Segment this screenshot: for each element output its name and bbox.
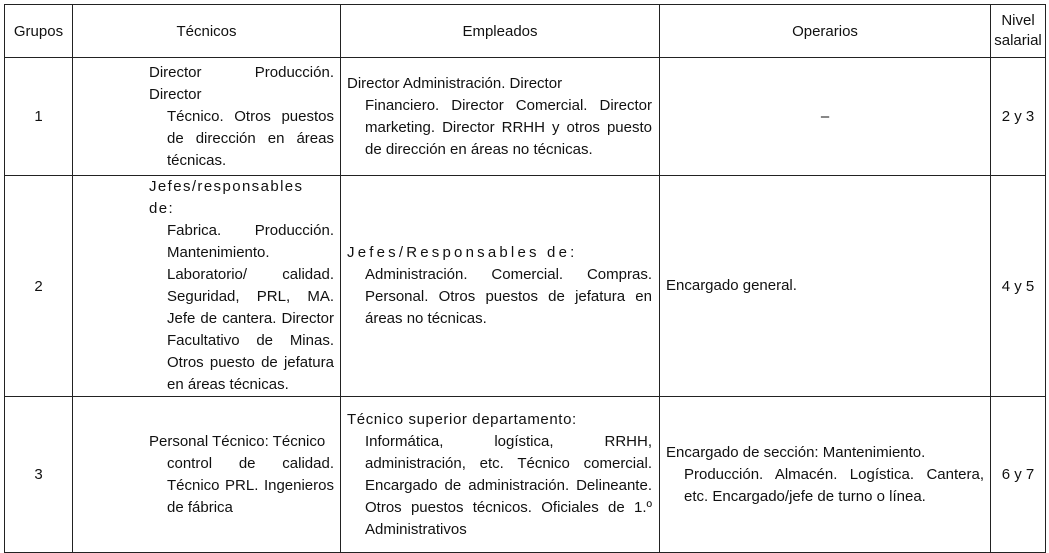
operarios-cell: – <box>660 58 991 176</box>
tecnicos-text: Técnico. Otros puestos de dirección en áreas técnicas. <box>167 107 334 169</box>
header-tecnicos: Técnicos <box>73 5 341 58</box>
empleados-first-line: Jefes/Responsables de: <box>347 244 578 261</box>
empleados-cell <box>341 176 660 397</box>
tecnicos-first-line: Director Producción. Director <box>149 63 334 103</box>
empleados-text: Informática, logística, RRHH, administración, etc. Técnico comercial. Encargado de administración. Delineante. Otros puestos técnicos. Oficiales de 1.º Administrativos <box>365 432 652 538</box>
table-row <box>5 58 1046 176</box>
header-nivel-line1: Nivel <box>1001 12 1035 29</box>
salary-level: 4 y 5 <box>991 176 1046 397</box>
empleados-text: Administración. Comercial. Compras. Personal. Otros puestos de jefatura en áreas no técnicas. <box>365 266 652 327</box>
operarios-text: Producción. Almacén. Logística. Cantera, etc. Encargado/jefe de turno o línea. <box>684 465 984 505</box>
tecnicos-cell <box>73 58 341 176</box>
header-empleados: Empleados <box>341 5 660 58</box>
empleados-cell <box>341 58 660 176</box>
header-nivel-salarial <box>991 5 1046 58</box>
salary-level: 2 y 3 <box>991 58 1046 176</box>
operarios-cell <box>660 397 991 553</box>
tecnicos-first-line: Jefes/responsables de: <box>149 178 304 217</box>
group-number: 3 <box>5 397 73 553</box>
operarios-first-line: Encargado de sección: Mantenimiento. <box>666 443 926 461</box>
group-number: 1 <box>5 58 73 176</box>
salary-groups-table <box>4 4 1046 553</box>
empleados-first-line: Técnico superior departamento: <box>347 410 577 428</box>
tecnicos-text: control de calidad. Técnico PRL. Ingenieros de fábrica <box>167 454 334 516</box>
group-number: 2 <box>5 176 73 397</box>
table-row <box>5 397 1046 553</box>
empleados-first-line: Director Administración. Director <box>347 74 563 92</box>
header-nivel-line2: salarial <box>994 32 1042 49</box>
header-grupos: Grupos <box>5 5 73 58</box>
tecnicos-first-line: Personal Técnico: Técnico <box>149 432 326 450</box>
operarios-cell: Encargado general. <box>660 176 991 397</box>
tecnicos-cell <box>73 397 341 553</box>
tecnicos-cell <box>73 176 341 397</box>
table-row <box>5 176 1046 397</box>
tecnicos-text: Fabrica. Producción. Mantenimiento. Laboratorio/ calidad. Seguridad, PRL, MA. Jefe de cantera. Director Facultativo de Minas. Otros puesto de jefatura en áreas técnicas. <box>167 222 334 393</box>
header-operarios: Operarios <box>660 5 991 58</box>
empleados-cell <box>341 397 660 553</box>
empleados-text: Financiero. Director Comercial. Director marketing. Director RRHH y otros puesto de dirección en áreas no técnicas. <box>365 96 652 158</box>
table-header-row <box>5 5 1046 58</box>
salary-level: 6 y 7 <box>991 397 1046 553</box>
